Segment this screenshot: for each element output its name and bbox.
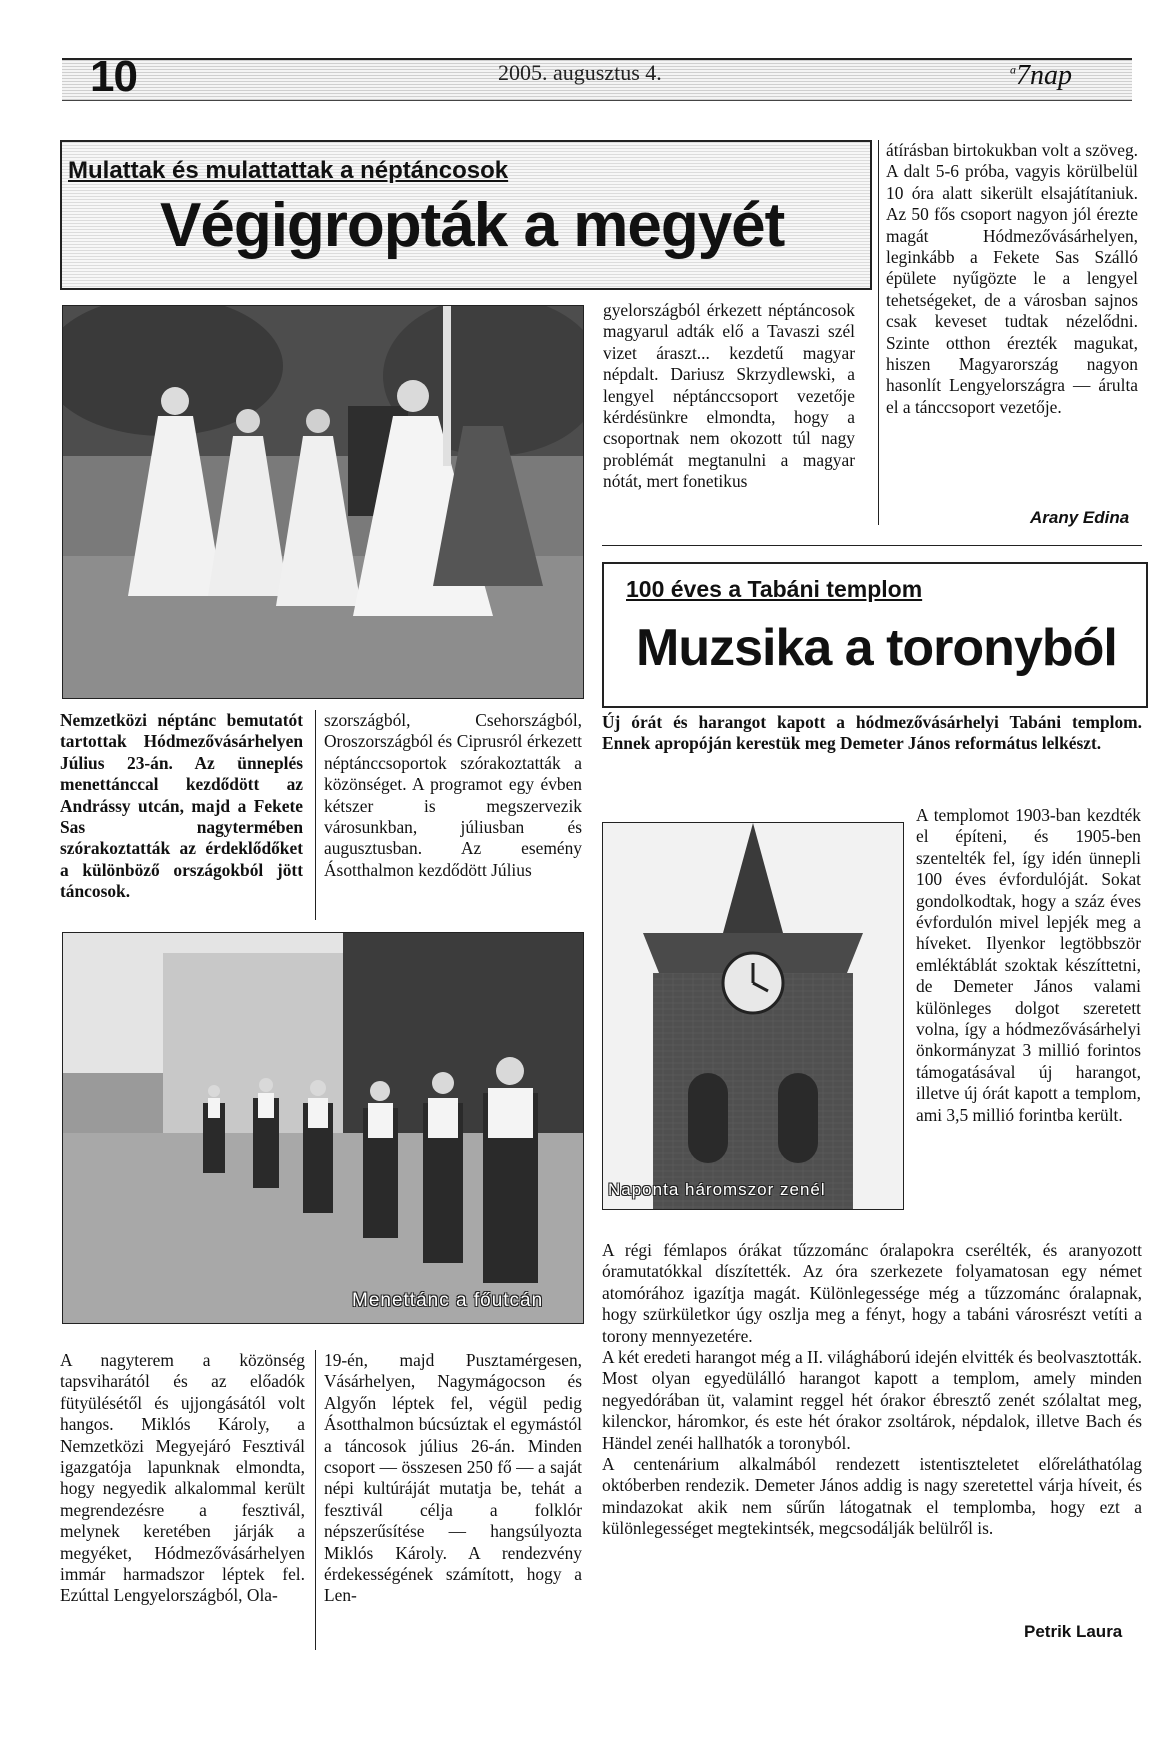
- article1-column-mid: szországból, Csehországból, Oroszországból és Ciprusról érkezett néptánccsoportok szórakoztatták a közönséget. A programot egy évben kétszer is megszervezik városunkban, júliusban és augusztusban. Az esemény Ásotthalmon kezdődött Július: [324, 710, 582, 880]
- photo-church-tower: [602, 822, 904, 1210]
- article2-lead: Új órát és harangot kapott a hódmezővásárhelyi Tabáni templom. Ennek apropóján kerestük meg Demeter János református lelkészt.: [602, 712, 1142, 754]
- logo-text: 7nap: [1016, 60, 1072, 91]
- column-divider: [315, 710, 316, 920]
- photo-church-caption: Naponta háromszor zenél: [608, 1180, 826, 1199]
- article1-column-right-top: gyelországból érkezett néptáncosok magyarul adták elő a Tavaszi szél vizet áraszt... kezdetű magyar népdalt. Dariusz Skrzydlewski, a lengyel néptánccsoport vezetője kérdésünkre elmondta, hogy a csoportnak nem okozott túl nagy problémát megtanulni a magyar nótát, mert fonetikus: [603, 300, 855, 492]
- article1-title: Végigropták a megyét: [160, 191, 785, 260]
- column-divider: [315, 1350, 316, 1650]
- column-divider: [878, 140, 879, 525]
- article1-column-bottom-mid: 19-én, majd Pusztamérgesen, Vásárhelyen, Nagymágocson és Algyőn léptek fel, végül pedig Ásotthalmon búcsúztak el egymástól a táncosok július 26-án. Minden csoport — összesen 250 fő — a saját népi kultúráját mutatja be, tehát a fesztivál célja a folklór népszerűsítése — hangsúlyozta Miklós Károly. A rendezvény érdekességének számított, hogy a Len-: [324, 1350, 582, 1606]
- article1-column-bottom-left: A nagyterem a közönség tapsviharától és az előadók fütyülésétől és ujjongásától volt hangos. Miklós Károly, a Nemzetközi Megyejáró Fesztivál igazgatója lapunknak elmondta, hogy negyedik alkalommal került megrendezésre a fesztivál, melynek keretében járják a megyéket, Hódmezővásárhelyen immár harmadszor léptek fel. Ezúttal Lengyelországból, Ola-: [60, 1350, 305, 1606]
- issue-date: 2005. augusztus 4.: [498, 60, 662, 85]
- article2-title: Muzsika a toronyból: [636, 619, 1117, 677]
- article1-column-far-right: átírásban birtokukban volt a szöveg. A dalt 5-6 próba, vagyis körülbelül 10 óra alatt sikerült elsajátítaniuk. Az 50 fős csoport nagyon jól érezte magát Hódmezővásárhelyen, leginkább a Fekete Sas Szálló épülete nyűgözte le a lengyel tehetségeket, de a városban sajnos csak keveset tudtak nézelődni. Szinte otthon érezték magukat, hiszen Magyarország nagyon hasonlít Lengyelországra — árulta el a tánccsoport vezetője.: [886, 140, 1138, 417]
- article1-kicker: Mulattak és mulattattak a néptáncosok: [68, 157, 509, 184]
- publication-logo: $^a$7nap: [1010, 60, 1072, 91]
- article2-kicker: 100 éves a Tabáni templom: [626, 576, 923, 602]
- article2-column-right: A templomot 1903-ban kezdték el építeni, és 1905-ben szentelték fel, így idén ünnepli 100 éves évfordulóját. Sokat gondolkodtak, hogy a száz éves évfordulón mivel lepjék meg a híveket. Ilyenkor legtöbbször emléktáblát szoktak készíttetni, de Demeter János valami különleges dolgot szeretett volna, így a hódmezővásárhelyi önkormányzat 3 millió forintos támogatásával új harangot, illetve új órát kapott a templom, ami 3,5 millió forintba került.: [916, 805, 1141, 1125]
- section-divider: [602, 545, 1142, 546]
- photo-parade-caption: Menettánc a főutcán: [352, 1290, 544, 1311]
- article2-byline: Petrik Laura: [1024, 1622, 1123, 1641]
- page-number: 10: [90, 52, 137, 101]
- article2-paragraph-3: A centenárium alkalmából rendezett istentiszteletet előreláthatólag októberben rendezik. Demeter János addig is nagy szeretettel várja híveit, és mindazokat akik nem sűrűn látogatnak el templomba, hogy ezt a különlegességet megtekintsék, megcsodálják belülről is.: [602, 1454, 1142, 1539]
- article2-paragraph-2: A két eredeti harangot még a II. világháború idején elvitték és beolvasztották. Most olyan egyedülálló harangot kapott a templom, amely minden negyedórában üt, valamint reggel hét órakor ébresztő zenét szólaltat meg, kilenckor, háromkor, és este hét órakor zsoltárok, népdalok, illetve Bach és Händel zenéi hallhatók a toronyból.: [602, 1347, 1142, 1453]
- article2-paragraph-1: A régi fémlapos órákat tűzzománc óralapokra cserélték, és aranyozott óramutatókkal díszítették. Az óra szerkezete folyamatosan egy német atomórához igazítja magát. Különlegessége még a tűzzománc óralapnak, hogy szürkületkor úgy oszlja meg a fényt, hogy a tabáni városrészt vetíti a torony mennyezetére.: [602, 1240, 1142, 1346]
- article2-body: [602, 1240, 1142, 1540]
- photo-dancers: [62, 305, 584, 699]
- article1-lead: Nemzetközi néptánc bemutatót tartottak Hódmezővásárhelyen Július 23-án. Az ünneplés menettánccal kezdődött az Andrássy utcán, majd a Fekete Sas nagytermében szórakoztatták az érdeklődőket a különböző országokból jött táncosok.: [60, 710, 303, 902]
- photo-parade: [62, 932, 584, 1324]
- article1-byline: Arany Edina: [1030, 508, 1130, 527]
